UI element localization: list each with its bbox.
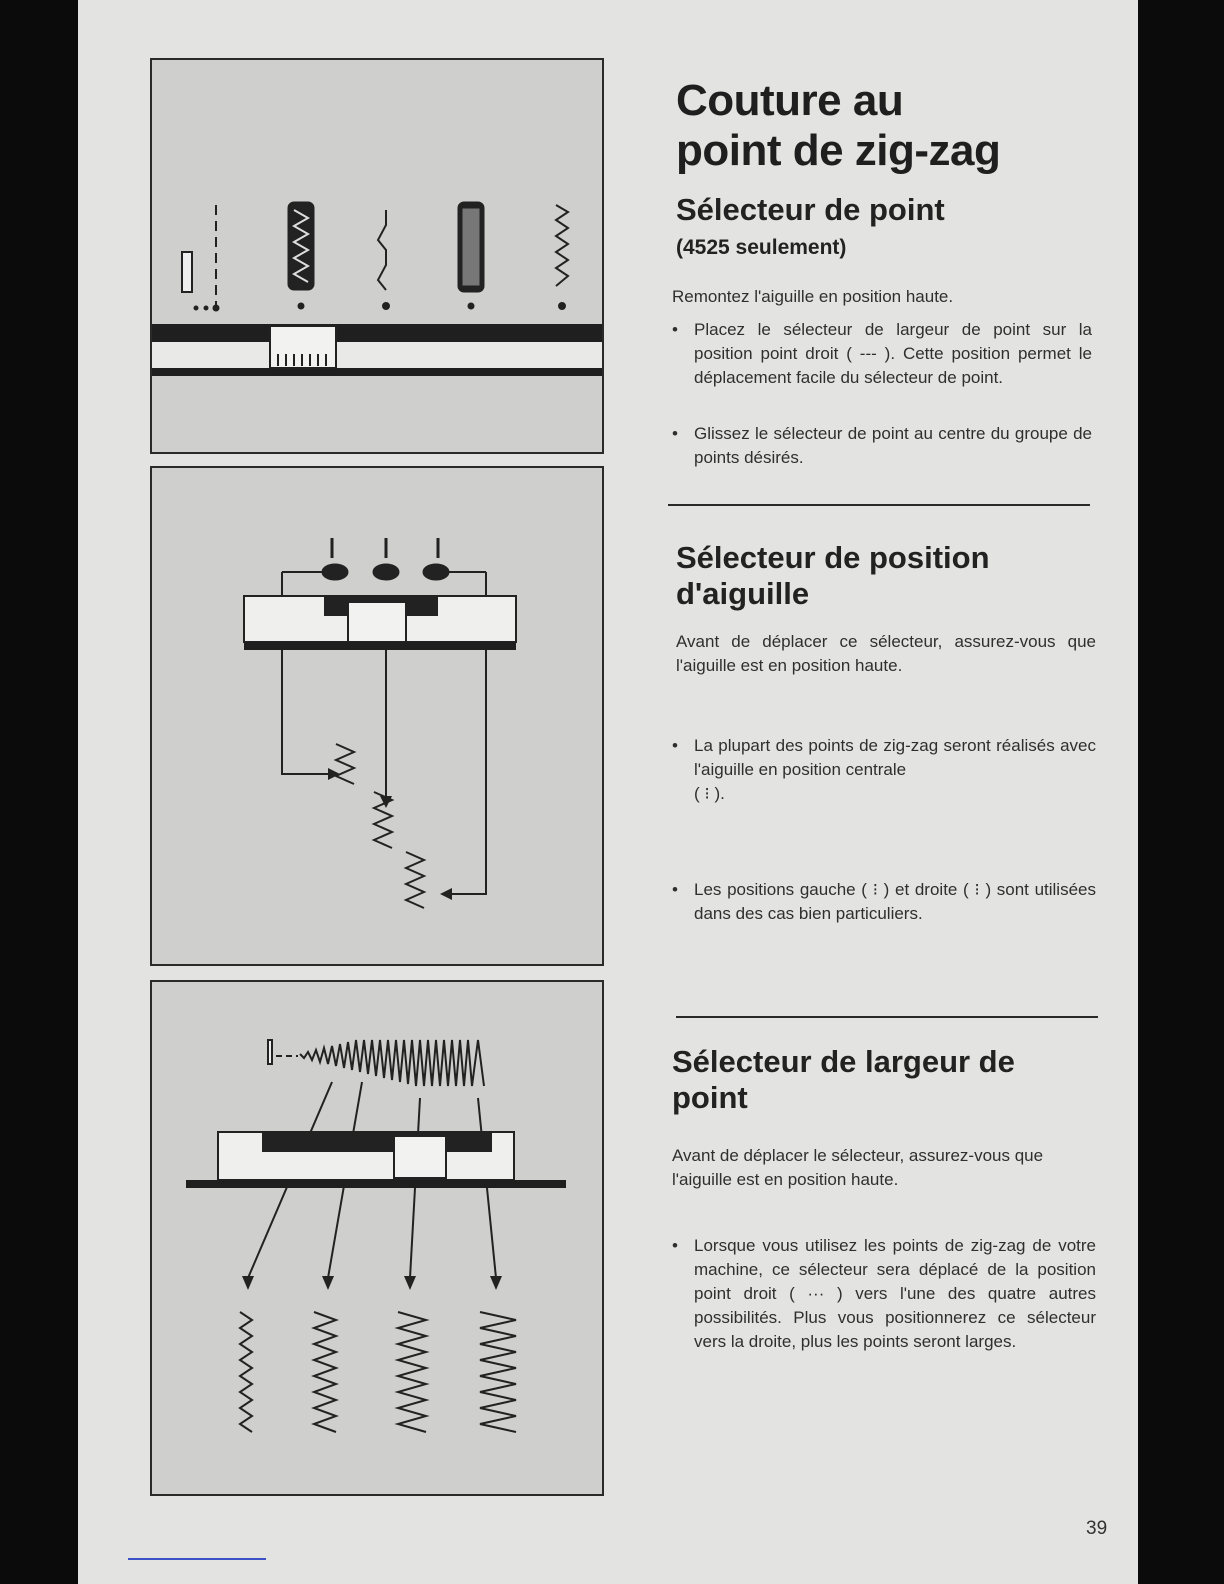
divider-1	[668, 504, 1090, 506]
title-line-1: Couture au	[676, 76, 904, 125]
page-number: 39	[1086, 1518, 1108, 1539]
section2-bullet-2: • Les positions gauche ( ⁝ ) et droite ( ⁝ ) sont utilisées dans des cas bien particuliers.	[668, 878, 1096, 926]
section2-bullet-1-text: La plupart des points de zig-zag seront réalisés avec l'aiguille en position centrale	[694, 736, 1096, 779]
section1-bullet-2: • Glissez le sélecteur de point au centre du groupe de points désirés.	[668, 422, 1092, 470]
divider-2	[676, 1016, 1098, 1018]
needle-position-illustration	[150, 466, 604, 966]
stitch-selector-illustration	[150, 58, 604, 454]
title-line-2: point de zig-zag	[676, 126, 1001, 175]
section1-intro: Remontez l'aiguille en position haute.	[672, 287, 954, 306]
selector-knob	[270, 326, 336, 368]
section1-heading: Sélecteur de point	[676, 192, 945, 227]
section2-intro: Avant de déplacer ce sélecteur, assurez-vous que l'aiguille est en position haute.	[676, 632, 1096, 675]
section3-intro: Avant de déplacer le sélecteur, assurez-vous que l'aiguille est en position haute.	[672, 1146, 1044, 1189]
section2-heading: Sélecteur de position d'aiguille	[676, 540, 990, 611]
bottom-link-underline	[128, 1558, 266, 1560]
section1-subheading: (4525 seulement)	[676, 236, 847, 259]
page-edge-left	[0, 0, 78, 1584]
section1-bullet-1: • Placez le sélecteur de largeur de point sur la position point droit ( --- ). Cette position permet le déplacement facile du sélecteur de point.	[668, 318, 1092, 390]
section3-heading: Sélecteur de largeur de point	[672, 1044, 1015, 1115]
stitch-width-illustration	[150, 980, 604, 1496]
page-edge-right	[1138, 0, 1224, 1584]
section2-bullet-1	[668, 734, 1096, 806]
center-position-symbol: ( ⁝ ).	[694, 784, 725, 803]
section3-bullet-1: • Lorsque vous utilisez les points de zig-zag de votre machine, ce sélecteur sera déplacé de la position point droit ( ··· ) vers l'une des quatre autres possibilités. Plus vous positionnerez ce sélecteur vers la droite, plus les points seront larges.	[668, 1234, 1096, 1354]
page-title	[676, 76, 1096, 176]
